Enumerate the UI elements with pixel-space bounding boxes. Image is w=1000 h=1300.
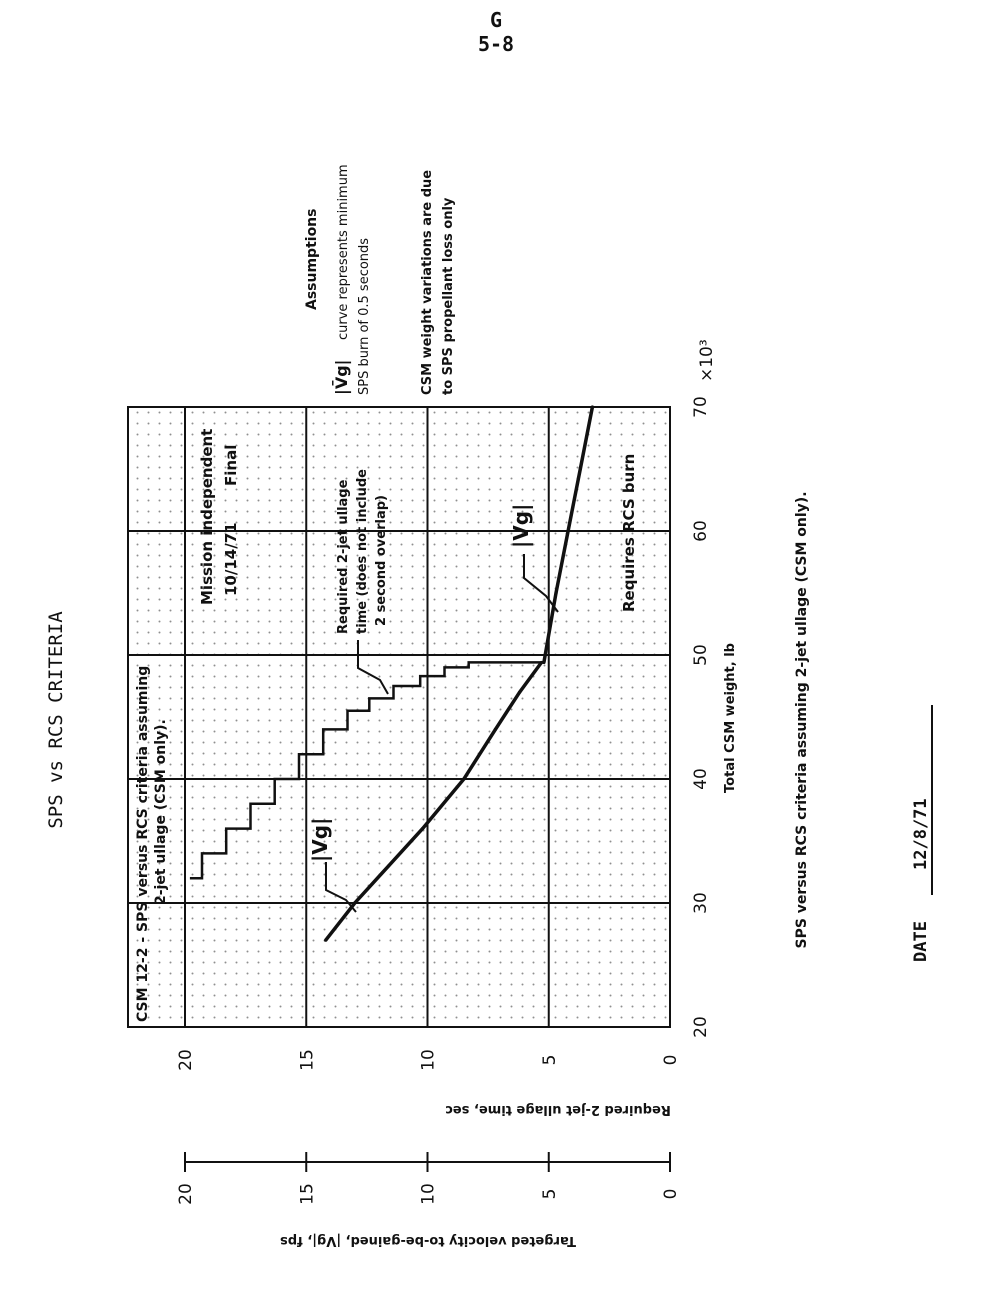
assumption-2-line2: to SPS propellant loss only: [441, 197, 456, 395]
secondary-tick-label: 10: [418, 1183, 439, 1205]
figure-caption: SPS versus RCS criteria assuming 2-jet ullage (CSM only).: [794, 491, 810, 949]
series-point: [324, 939, 327, 942]
x-tick-label: 50: [691, 644, 711, 666]
region-label: Requires RCS burn: [620, 453, 638, 612]
series-point: [567, 529, 570, 532]
assumptions-title: Assumptions: [304, 208, 320, 310]
secondary-tick-label: 20: [176, 1183, 196, 1205]
status-line2: 10/14/71: [222, 522, 240, 596]
page-number: 5-8: [477, 32, 515, 56]
secondary-y-axis-title: Targeted velocity to-be-gained, |Vg|, fps: [280, 1233, 576, 1248]
y-tick-label: 5: [539, 1054, 560, 1066]
assumption-1-symbol: |V̄g|: [332, 359, 351, 395]
series-point: [518, 691, 521, 694]
vg-curve-label: |Vg|: [308, 817, 332, 862]
section-letter: G: [489, 8, 503, 32]
series-point: [421, 827, 424, 830]
y-axis-title: Required 2-jet ullage time, sec: [445, 1102, 671, 1117]
y-tick-label: 15: [297, 1049, 318, 1071]
y-tick-label: 20: [176, 1049, 196, 1071]
secondary-tick-label: 5: [539, 1188, 560, 1200]
date-value: 12/8/71: [911, 798, 931, 870]
x-tick-label: 70: [691, 396, 711, 418]
x-tick-label: 40: [691, 768, 711, 790]
assumption-2-line1: CSM weight variations are due: [420, 169, 435, 395]
x-axis-title: Total CSM weight, lb: [723, 643, 738, 793]
status-line1: Mission independent: [198, 428, 216, 605]
series-point: [554, 591, 557, 594]
ullage-label-line1: Required 2-jet ullage: [336, 479, 351, 634]
series-point: [387, 864, 390, 867]
x-tick-label: 20: [691, 1016, 711, 1038]
assumption-1-line2: SPS burn of 0.5 seconds: [357, 237, 372, 395]
ullage-label-line2: time (does not include: [355, 469, 370, 634]
chart-title-line1: CSM 12-2 - SPS versus RCS criteria assuming: [135, 665, 151, 1022]
series-point: [591, 405, 594, 408]
status-line3: Final: [222, 444, 240, 486]
x-axis-multiplier: ×10³: [697, 339, 717, 382]
x-tick-label: 30: [691, 892, 711, 914]
assumption-1-line1: curve represents minimum: [336, 164, 351, 340]
date-label: DATE: [911, 921, 931, 962]
series-point: [579, 467, 582, 470]
secondary-tick-label: 0: [661, 1188, 681, 1200]
page-title: SPS vs RCS CRITERIA: [45, 611, 67, 829]
series-point: [462, 777, 465, 780]
chart-title-line2: 2-jet ullage (CSM only).: [153, 719, 169, 905]
x-tick-label: 60: [691, 520, 711, 542]
y-tick-label: 10: [418, 1049, 439, 1071]
series-point: [353, 901, 356, 904]
vg-rcs-label: |Vg|: [509, 503, 533, 548]
secondary-y-axis: [176, 1152, 681, 1205]
series-point: [542, 661, 545, 664]
ullage-label-line3: 2 second overlap): [374, 495, 389, 626]
series-point: [494, 728, 497, 731]
y-tick-label: 0: [661, 1054, 681, 1066]
secondary-tick-label: 15: [297, 1183, 318, 1205]
